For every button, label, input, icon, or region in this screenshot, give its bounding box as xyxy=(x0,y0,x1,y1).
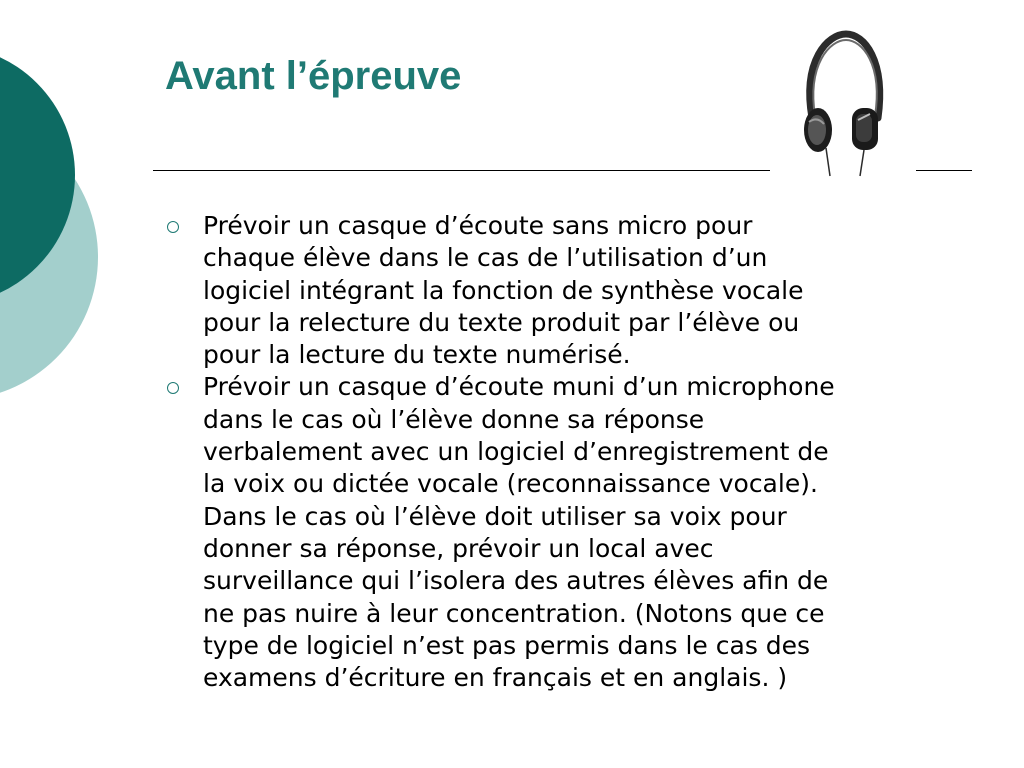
bullet-item-headset-without-mic xyxy=(165,210,965,371)
decorative-circles xyxy=(0,0,110,420)
title-underline-left xyxy=(153,170,770,171)
bullet-line: ne pas nuire à leur concentration. (Notons que ce xyxy=(203,598,825,628)
circle-bullet-icon xyxy=(167,221,179,233)
bullet-line: examens d’écriture en français et en anglais. ) xyxy=(203,663,788,693)
bullet-line: Dans le cas où l’élève doit utiliser sa voix pour xyxy=(203,501,787,531)
bullet-line: logiciel intégrant la fonction de synthèse vocale xyxy=(203,275,804,305)
bullet-line: surveillance qui l’isolera des autres élèves afin de xyxy=(203,566,829,596)
bullet-line: Prévoir un casque d’écoute sans micro pour xyxy=(203,211,753,240)
bullet-line: pour la relecture du texte produit par l’élève ou xyxy=(203,307,800,337)
bullet-line: Prévoir un casque d’écoute muni d’un microphone xyxy=(203,372,835,402)
bullet-line: verbalement avec un logiciel d’enregistrement de xyxy=(203,437,829,467)
bullet-item-headset-with-mic xyxy=(165,371,965,694)
circle-bullet-icon xyxy=(167,382,179,394)
headphones-icon xyxy=(798,30,888,178)
bullet-line: donner sa réponse, prévoir un local avec xyxy=(203,533,714,563)
bullet-line: type de logiciel n’est pas permis dans le cas des xyxy=(203,630,811,660)
bullet-line: chaque élève dans le cas de l’utilisation d’un xyxy=(203,243,768,273)
bullet-list xyxy=(165,210,965,694)
bullet-line: dans le cas où l’élève donne sa réponse xyxy=(203,404,705,434)
bullet-line: pour la lecture du texte numérisé. xyxy=(203,340,631,370)
bullet-line: la voix ou dictée vocale (reconnaissance vocale). xyxy=(203,469,818,499)
slide-title: Avant l’épreuve xyxy=(165,54,462,98)
title-underline-right xyxy=(916,170,972,171)
